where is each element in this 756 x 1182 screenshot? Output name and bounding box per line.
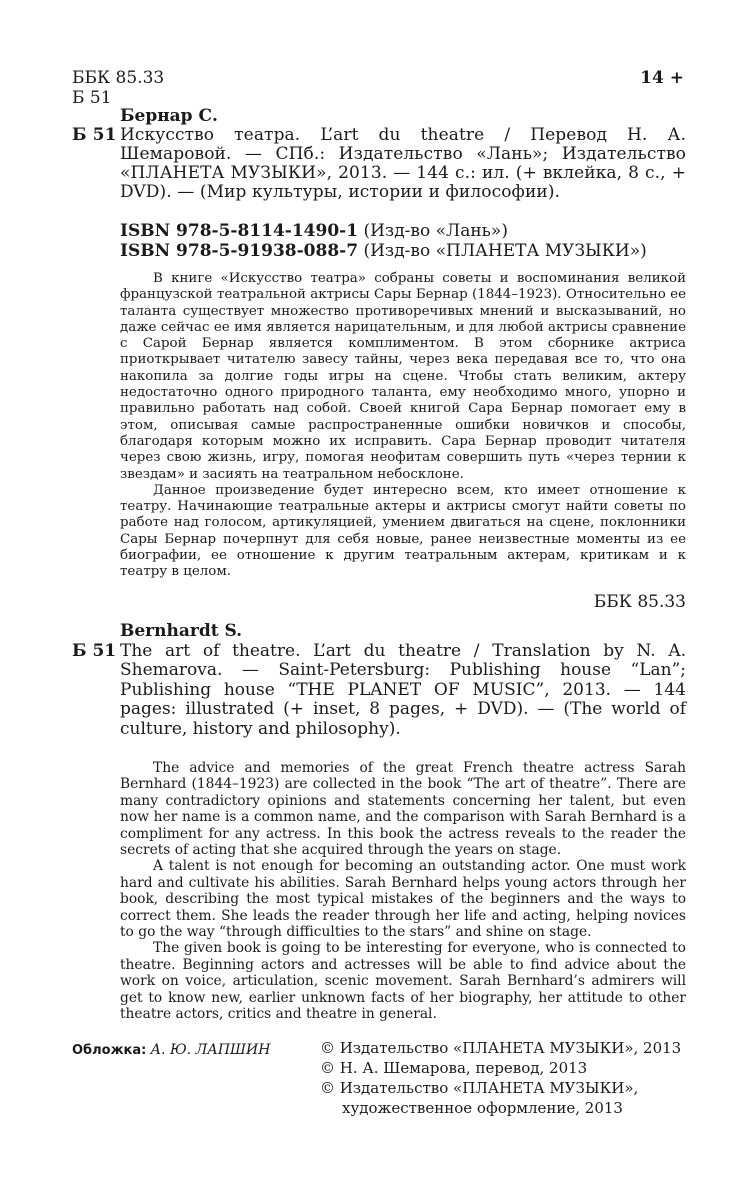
annotation-paragraph: The given book is going to be interesting for everyone, who is connected to theatre. Beginning actors and actresses will be able to find advice about the work on voice, articulation, scenic movement. Sarah Bernhard’s admirers will get to know new, earlier unknown facts of her biography, her attitude to other theatre actors, critics and theatre in general. — [120, 940, 686, 1023]
copyright-line: © Издательство «ПЛАНЕТА МУЗЫКИ», 2013 — [320, 1039, 682, 1057]
author-mark: Б 51 — [72, 88, 112, 108]
isbn-number: ISBN 978-5-8114-1490-1 — [120, 221, 359, 241]
isbn-line — [120, 241, 647, 261]
isbn-line — [120, 221, 647, 241]
isbn-publisher: (Изд-во «Лань») — [363, 221, 508, 241]
bibliographic-record-ru — [72, 107, 686, 202]
entry-text-ru: Искусство театра. L’art du theatre / Перевод Н. А. Шемаровой. — СПб.: Издательство «Лань»; Издательство «ПЛАНЕТА МУЗЫКИ», 2013. — 144 с.: ил. (+ вклейка, 8 с., + DVD). — (Мир культуры, истории и философии). — [120, 125, 686, 202]
isbn-publisher: (Изд-во «ПЛАНЕТА МУЗЫКИ») — [363, 241, 647, 261]
copyright-line: © Издательство «ПЛАНЕТА МУЗЫКИ», — [320, 1079, 639, 1097]
annotation-paragraph: Данное произведение будет интересно всем, кто имеет отношение к театру. Начинающие театральные актеры и актрисы смогут найти советы по работе над голосом, артикуляцией, умением двигаться на сцене, поклонники Сары Бернар почерпнут для себя новые, ранее неизвестные моменты из ее биографии, ее отношение к другим театральным актерам, критикам и к театру в целом. — [120, 482, 686, 580]
author-code-en: Б 51 — [72, 640, 117, 661]
annotation-en — [120, 760, 686, 1023]
age-rating: 14 + — [640, 68, 684, 88]
isbn-list — [120, 221, 647, 261]
cover-credit — [72, 1042, 270, 1058]
bibliographic-record-en — [72, 622, 686, 740]
annotation-ru — [120, 271, 686, 581]
bbk-classification: ББК 85.33 — [72, 68, 165, 88]
bibliographic-entry-en — [72, 640, 686, 740]
author-code-ru: Б 51 — [72, 125, 117, 145]
annotation-paragraph: The advice and memories of the great French theatre actress Sarah Bernhard (1844–1923) are collected in the book “The art of theatre”. There are many contradictory opinions and statements concerning her talent, but even now her name is a common name, and the comparison with Sarah Bernhard is a compliment for any actress. In this book the actress reveals to the reader the secrets of acting that she acquired through the years on stage. — [120, 760, 686, 859]
annotation-paragraph: В книге «Искусство театра» собраны советы и воспоминания великой французской театральной актрисы Сары Бернар (1844–1923). Относительно ее таланта существует множество противоречивых мнений и высказываний, но даже сейчас ее имя является нарицательным, и для любой актрисы сравнение с Сарой Бернар является комплиментом. В этом сборнике актриса приоткрывает читателю завесу тайны, через века передавая все то, что она накопила за долгие годы игры на сцене. Чтобы стать великим, актеру недостаточно одного природного таланта, ему необходимо много, упорно и правильно работать над собой. Своей книгой Сара Бернар помогает ему в этом, описывая самые распространенные ошибки новичков и способы, благодаря которым можно их исправить. Сара Бернар проводит читателя через свою жизнь, игру, помогая неофитам совершить путь «через тернии к звездам» и засиять на театральном небосклоне. — [120, 271, 686, 482]
cover-designer: А. Ю. ЛАПШИН — [150, 1042, 271, 1058]
copyright-block — [320, 1038, 681, 1118]
isbn-number: ISBN 978-5-91938-088-7 — [120, 241, 359, 261]
cover-label: Обложка: — [72, 1043, 147, 1058]
entry-text-en: The art of theatre. L’art du theatre / Translation by N. A. Shemarova. — Saint-Petersburg: Publishing house “Lan”; Publishing house “THE PLANET OF MUSIC”, 2013. — 144 pages: illustrated (+ inset, 8 pages, + DVD). — (The world of culture, history and philosophy). — [120, 640, 686, 739]
annotation-paragraph: A talent is not enough for becoming an outstanding actor. One must work hard and cultivate his abilities. Sarah Bernhard helps young actors through her book, describing the most typical mistakes of the beginners and the ways to correct them. She leads the reader through her life and acting, helping novices to go the way “through difficulties to the stars” and shine on stage. — [120, 858, 686, 941]
author-name-ru: Бернар С. — [120, 106, 218, 126]
copyright-line: художественное оформление, 2013 — [342, 1099, 623, 1117]
bbk-code-right: ББК 85.33 — [593, 592, 686, 612]
bibliographic-entry-ru — [72, 125, 686, 202]
author-name-en: Bernhardt S. — [120, 621, 243, 641]
copyright-line: © Н. А. Шемарова, перевод, 2013 — [320, 1059, 588, 1077]
